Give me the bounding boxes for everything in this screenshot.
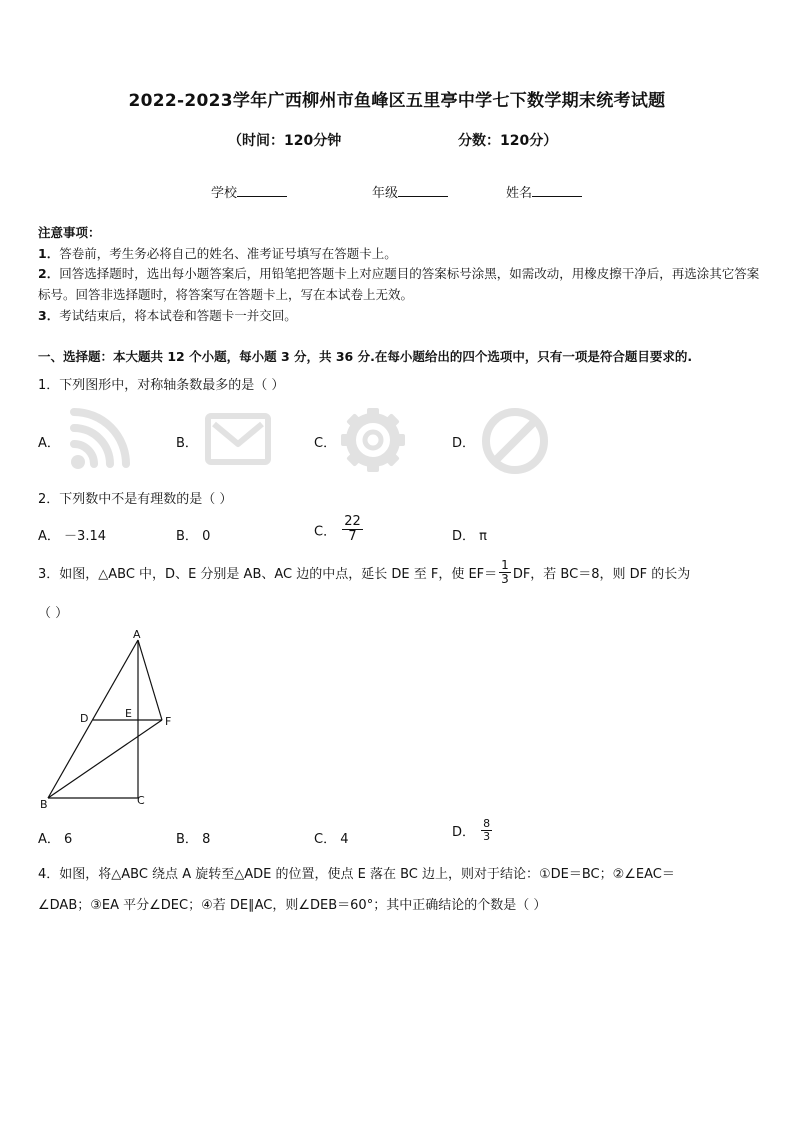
name-label: 姓名 bbox=[506, 186, 533, 201]
question-3-paren: （ ） bbox=[38, 606, 69, 621]
section-heading: 一、选择题：本大题共 12 个小题，每小题 3 分，共 36 分.在每小题给出的四个选项中，只有一项是符合题目要求的. bbox=[38, 349, 693, 364]
question-2-stem: 2．下列数中不是有理数的是（ ） bbox=[38, 492, 233, 507]
q1-option-b-label: B． bbox=[176, 436, 198, 451]
exam-score: 分数：120分） bbox=[458, 133, 558, 149]
note-item-3: 3．考试结束后，将本试卷和答题卡一并交回。 bbox=[38, 308, 297, 323]
q2-option-c: C． $\frac{22}{7}$ bbox=[314, 514, 361, 545]
grade-label: 年级 bbox=[372, 186, 399, 201]
question-1-stem: 1．下列图形中，对称轴条数最多的是（ ） bbox=[38, 378, 285, 393]
q3-option-b: B． 8 bbox=[176, 832, 211, 847]
exam-time: （时间：120分钟 bbox=[228, 133, 342, 149]
school-field bbox=[211, 182, 287, 201]
question-3-stem: 3．如图，△ABC 中，D、E 分别是 AB、AC 边的中点，延长 DE 至 F，使 EF＝ $\frac{1}{3}$ DF，若 BC＝8，则 DF 的长为 bbox=[38, 558, 691, 587]
school-label: 学校 bbox=[211, 186, 238, 201]
name-field bbox=[506, 182, 582, 201]
question-4-line-2: ∠DAB；③EA 平分∠DEC；④若 DE∥AC，则∠DEB＝60°；其中正确结论的个数是（ ） bbox=[38, 898, 547, 913]
label-b: B bbox=[40, 798, 48, 811]
note-item-2: 2．回答选择题时，选出每小题答案后，用铅笔把答题卡上对应题目的答案标号涂黑，如需改动，用橡皮擦干净后，再选涂其它答案标号。回答非选择题时，将答案写在答题卡上，写在本试卷上无效。 bbox=[38, 266, 760, 302]
notes-heading: 注意事项： bbox=[38, 225, 101, 240]
q3-option-a: A． 6 bbox=[38, 832, 73, 847]
q2-option-b: B． 0 bbox=[176, 529, 211, 544]
label-a: A bbox=[133, 628, 141, 641]
question-4-line-1: 4．如图，将△ABC 绕点 A 旋转至△ADE 的位置，使点 E 落在 BC 边上，则对于结论：①DE＝BC；②∠EAC＝ bbox=[38, 867, 675, 882]
q1-option-d-label: D． bbox=[452, 436, 476, 451]
triangle-figure bbox=[34, 628, 194, 814]
label-c: C bbox=[137, 794, 145, 807]
label-e: E bbox=[125, 707, 132, 720]
gear-icon bbox=[339, 406, 407, 474]
q1-option-a-label: A． bbox=[38, 436, 60, 451]
wifi-icon bbox=[62, 408, 134, 474]
q3-option-c: C． 4 bbox=[314, 832, 349, 847]
prohibited-icon bbox=[480, 406, 550, 476]
page-title: 2022-2023学年广西柳州市鱼峰区五里亭中学七下数学期末统考试题 bbox=[128, 91, 666, 111]
grade-field bbox=[372, 182, 448, 201]
q2-option-d: D． π bbox=[452, 529, 487, 544]
school-blank bbox=[237, 185, 287, 197]
label-d: D bbox=[80, 712, 89, 725]
q1-option-c-label: C． bbox=[314, 436, 337, 451]
note-item-1: 1．答卷前，考生务必将自己的姓名、准考证号填写在答题卡上。 bbox=[38, 246, 397, 261]
q2-option-a: A． －3.14 bbox=[38, 529, 106, 544]
q3-option-d: D． $\frac{8}{3}$ bbox=[452, 817, 491, 844]
name-blank bbox=[532, 185, 582, 197]
envelope-icon bbox=[204, 412, 272, 466]
grade-blank bbox=[398, 185, 448, 197]
label-f: F bbox=[165, 715, 172, 728]
